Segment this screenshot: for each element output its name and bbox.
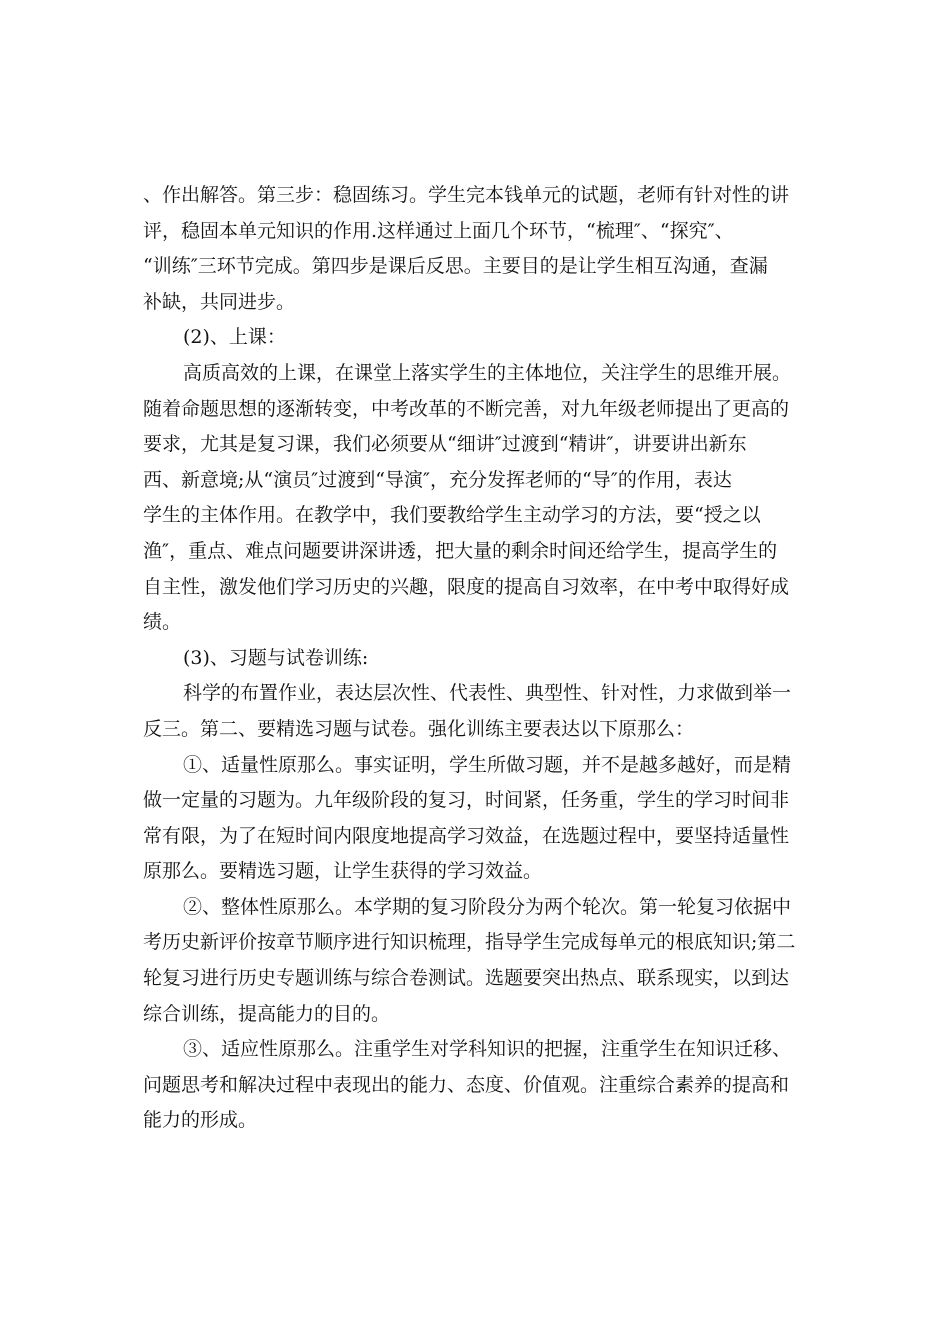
body-text xyxy=(143,178,807,1139)
text-line: 学生的主体作用。在教学中，我们要教给学生主动学习的方法，要“授之以 xyxy=(143,504,761,527)
text-line: 绩。 xyxy=(143,611,182,634)
text-line: 西、新意境;从“演员″过渡到“导演″，充分发挥老师的“导″的作用，表达 xyxy=(143,468,732,491)
text-line: 综合训练，提高能力的目的。 xyxy=(143,1002,391,1025)
text-line: 考历史新评价按章节顺序进行知识梳理，指导学生完成每单元的根底知识;第二 xyxy=(143,931,796,954)
text-line: 原那么。要精选习题，让学生获得的学习效益。 xyxy=(143,860,543,883)
paragraph-first-line: ①、适量性原那么。事实证明，学生所做习题，并不是越多越好，而是精 xyxy=(183,753,792,776)
text-line: 补缺，共同进步。 xyxy=(143,290,296,313)
paragraph-first-line: 科学的布置作业，表达层次性、代表性、典型性、针对性，力求做到举一 xyxy=(183,682,792,705)
text-line: 渔″，重点、难点问题要讲深讲透，把大量的剩余时间还给学生，提高学生的 xyxy=(143,539,778,562)
text-line: 做一定量的习题为。九年级阶段的复习，时间紧，任务重，学生的学习时间非 xyxy=(143,789,790,812)
paragraph-first-line: (3)、习题与试卷训练: xyxy=(183,646,369,669)
paragraph-first-line: (2)、上课： xyxy=(183,326,286,349)
text-line: 能力的形成。 xyxy=(143,1109,258,1132)
text-line: 要求，尤其是复习课，我们必须要从“细讲″过渡到“精讲″，讲要讲出新东 xyxy=(143,433,747,456)
text-line: 轮复习进行历史专题训练与综合卷测试。选题要突出热点、联系现实，以到达 xyxy=(143,967,790,990)
text-line: 反三。第二、要精选习题与试卷。强化训练主要表达以下原那么： xyxy=(143,717,695,740)
text-line: 、作出解答。第三步：稳固练习。学生完本钱单元的试题，老师有针对性的讲 xyxy=(143,184,790,206)
text-line: 随着命题思想的逐渐转变，中考改革的不断完善，对九年级老师提出了更高的 xyxy=(143,397,790,420)
text-line: 问题思考和解决过程中表现出的能力、态度、价值观。注重综合素养的提高和 xyxy=(143,1073,790,1096)
paragraph-first-line: ③、适应性原那么。注重学生对学科知识的把握，注重学生在知识迁移、 xyxy=(183,1038,792,1061)
text-line: 常有限，为了在短时间内限度地提高学习效益，在选题过程中，要坚持适量性 xyxy=(143,824,790,847)
text-line: 评，稳固本单元知识的作用.这样通过上面几个环节，“梳理″、“探究″、 xyxy=(143,219,734,242)
text-line: 自主性，激发他们学习历史的兴趣，限度的提高自习效率，在中考中取得好成 xyxy=(143,575,790,598)
paragraph-first-line: ②、整体性原那么。本学期的复习阶段分为两个轮次。第一轮复习依据中 xyxy=(183,895,792,918)
text-line: “训练″三环节完成。第四步是课后反思。主要目的是让学生相互沟通，查漏 xyxy=(143,255,768,278)
paragraph-first-line: 高质高效的上课，在课堂上落实学生的主体地位，关注学生的思维开展。 xyxy=(183,361,792,384)
